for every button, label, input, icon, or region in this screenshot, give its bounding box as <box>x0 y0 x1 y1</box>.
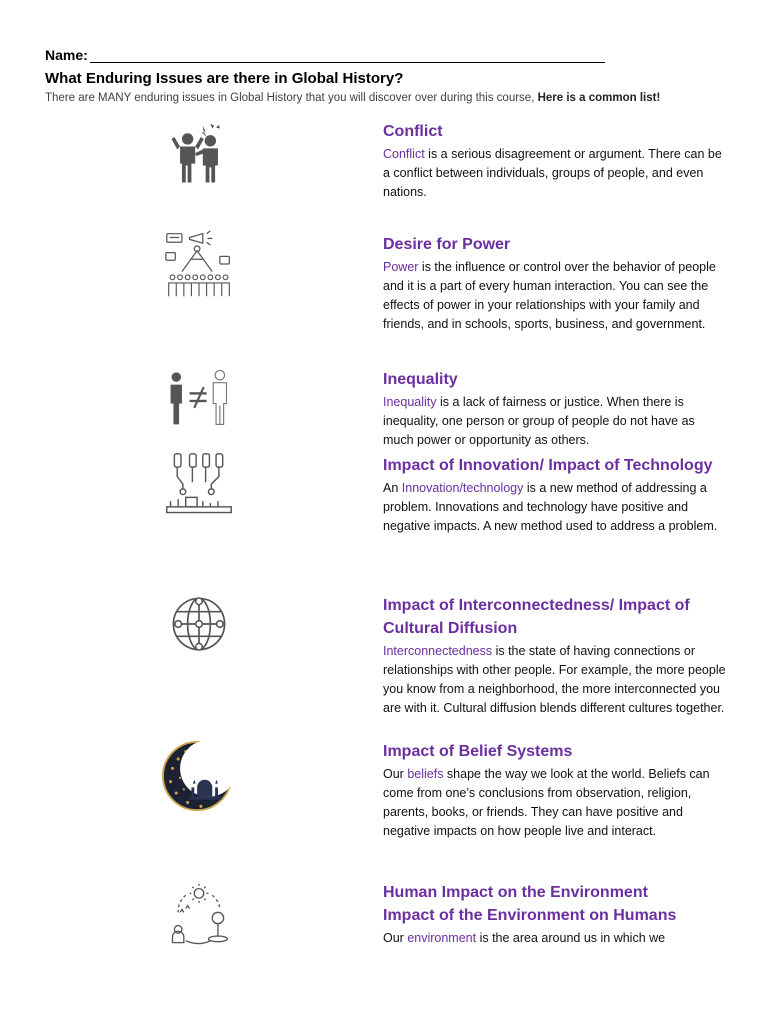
issue-keyword: beliefs <box>407 767 444 781</box>
name-label: Name: <box>45 47 88 63</box>
crescent-mosque-icon <box>158 738 240 814</box>
issue-description <box>383 145 728 202</box>
issue-keyword: Inequality <box>383 395 437 409</box>
issue-title: Inequality <box>383 371 458 388</box>
globe-network-icon <box>158 586 240 662</box>
issue-description <box>383 929 728 948</box>
issue-prefix: Our <box>383 931 408 945</box>
issue-text: shape the way we look at the world. Beliefs can come from one’s conclusions from observation, religion, parents, books, or friends. They can have positive and negative impacts on how people live and interact. <box>383 767 710 838</box>
issue-description <box>383 642 728 718</box>
not-equal-people-icon <box>158 358 240 434</box>
issue-text: is the influence or control over the behavior of people and it is a part of every human interaction. You can see the effects of power in your relationships with your family and friends, and in schools, sports, business, and government. <box>383 260 716 331</box>
issue-text: is the area around us in which we <box>476 931 666 945</box>
name-field[interactable] <box>45 47 605 63</box>
issue-title: Impact of Belief Systems <box>383 743 573 760</box>
issue-desire-for-power <box>383 233 728 334</box>
issue-text: is a lack of fairness or justice. When there is inequality, one person or group of people do not have as much power or opportunity as others. <box>383 395 695 447</box>
issue-text: is a new method of addressing a problem. Innovations and technology have positive and negative impacts. A new method used to address a problem. <box>383 481 718 533</box>
issue-description <box>383 393 728 450</box>
issue-description <box>383 765 728 841</box>
issue-environment <box>383 881 728 948</box>
issue-keyword: environment <box>407 931 477 945</box>
issue-prefix: An <box>383 481 402 495</box>
issue-keyword: Interconnectedness <box>383 644 493 658</box>
issue-text: is a serious disagreement or argument. There can be a conflict between individuals, groups of people, and even nations. <box>383 147 722 199</box>
issue-description <box>383 479 728 536</box>
intro-text <box>45 92 745 104</box>
issue-title: Conflict <box>383 123 443 140</box>
environment-cycle-icon <box>158 880 240 956</box>
issue-belief-systems <box>383 740 728 841</box>
issue-conflict <box>383 120 728 202</box>
issue-title-line-2: Impact of the Environment on Humans <box>383 907 677 924</box>
issue-title: Desire for Power <box>383 236 511 253</box>
issue-title: Impact of Innovation/ Impact of Technology <box>383 457 713 474</box>
intro-body: There are MANY enduring issues in Global History that you will discover over during this course, <box>45 92 538 104</box>
issue-innovation-technology <box>383 454 728 536</box>
issue-keyword: Conflict <box>383 147 425 161</box>
robot-arms-icon <box>158 448 240 524</box>
issue-keyword: Power <box>383 260 419 274</box>
page-title: What Enduring Issues are there in Global History? <box>45 70 404 87</box>
issue-description <box>383 258 728 334</box>
leader-crowd-icon <box>158 226 240 302</box>
issue-prefix: Our <box>383 767 408 781</box>
intro-bold: Here is a common list! <box>537 92 661 104</box>
issue-text: is the state of having connections or relationships with other people. For example, the more people you know from a neighborhood, the more interconnected you are with it. Cultural diffusion blends different cultures together. <box>383 644 726 715</box>
arguing-people-icon <box>158 118 240 194</box>
issue-inequality <box>383 368 728 450</box>
name-blank-line[interactable] <box>90 48 605 63</box>
issue-keyword: Innovation/technology <box>401 481 524 495</box>
issue-title-line-1: Human Impact on the Environment <box>383 884 648 901</box>
issue-title: Impact of Interconnectedness/ Impact of Cultural Diffusion <box>383 597 690 637</box>
issue-interconnectedness <box>383 594 728 718</box>
